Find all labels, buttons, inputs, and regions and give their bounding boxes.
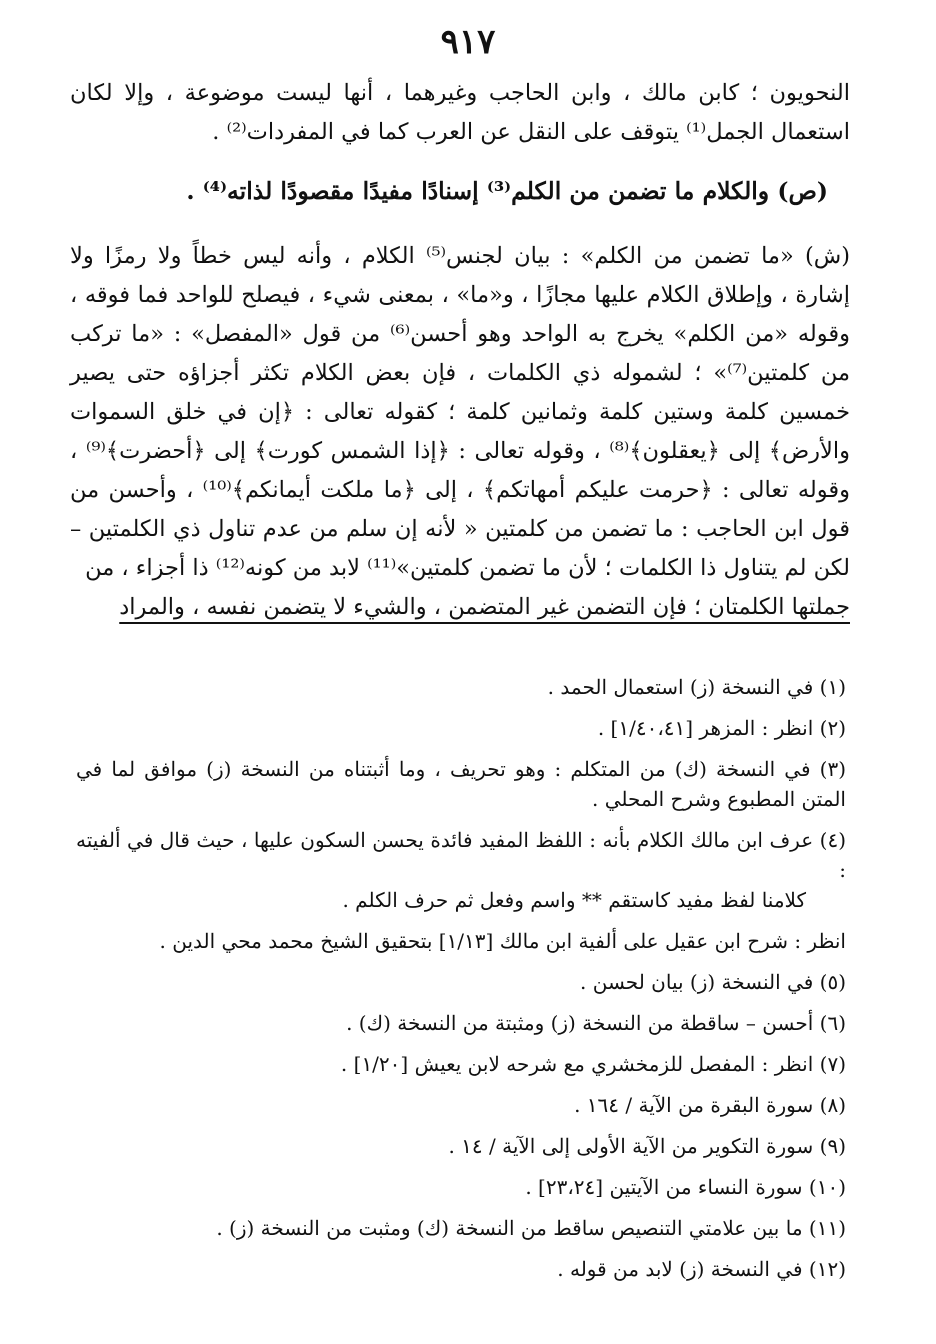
footnote-2: (٢) انظر : المزهر [١/٤٠،٤١] .: [597, 716, 846, 740]
footnote-8: (٨) سورة البقرة من الآية / ١٦٤ .: [574, 1093, 846, 1117]
main-text-block: [70, 74, 850, 627]
matn-headline: (ص) والكلام ما تضمن من الكلم⁽³⁾ إسنادًا مفيدًا مقصودًا لذاته⁽⁴⁾ .: [186, 177, 828, 205]
footnote-9: (٩) سورة التكوير من الآية الأولى إلى الآية / ١٤ .: [448, 1134, 846, 1158]
footnote-6: (٦) أحسن – ساقطة من النسخة (ز) ومثبتة من النسخة (ك) .: [346, 1011, 846, 1035]
footnote-12: (١٢) في النسخة (ز) لابد من قوله .: [557, 1257, 846, 1281]
footnote-1: (١) في النسخة (ز) استعمال الحمد .: [547, 675, 846, 699]
commentary-last-line: جملتها الكلمتان ؛ فإن التضمن غير المتضمن ، والشيء لا يتضمن نفسه ، والمراد: [119, 594, 850, 620]
footnote-4-reference: انظر : شرح ابن عقيل على ألفية ابن مالك [١/١٣] بتحقيق الشيخ محمد محي الدين .: [159, 929, 846, 953]
footnotes-section: [76, 672, 846, 1295]
footnote-11: (١١) ما بين علامتي التنصيص ساقط من النسخة (ك) ومثبت من النسخة (ز) .: [216, 1216, 846, 1240]
footnote-7: (٧) انظر : المفصل للزمخشري مع شرحه لابن يعيش [١/٢٠] .: [340, 1052, 846, 1076]
commentary-paragraph: (ش) «ما تضمن من الكلم» : بيان لجنس⁽⁵⁾ الكلام ، وأنه ليس خطاً ولا رمزًا ولا إشارة ، وإطلاق الكلام عليها مجازًا ، و«ما» ، بمعنى شيء ، فيصلح للواحد فما فوقه ، وقوله «من الكلم» يخرج به الواحد وهو أحسن⁽⁶⁾ من قول «المفصل» : «ما تركب من كلمتين⁽⁷⁾» ؛ لشموله ذي الكلمات ، فإن بعض الكلام تكثر أجزاؤه حتى يصير خمسين كلمة وستين كلمة وثمانين كلمة ؛ كقوله تعالى : ﴿إن في خلق السموات والأرض﴾ إلى ﴿يعقلون﴾⁽⁸⁾ ، وقوله تعالى : ﴿إذا الشمس كورت﴾ إلى ﴿أحضرت﴾⁽⁹⁾ ، وقوله تعالى : ﴿حرمت عليكم أمهاتكم﴾ ، إلى ﴿ما ملكت أيمانكم﴾⁽¹⁰⁾ ، وأحسن من قول ابن الحاجب : ما تضمن من كلمتين « لأنه إن سلم من عدم تناول ذي الكلمتين – لكن لم يتناول ذا الكلمات ؛ لأن ما تضمن كلمتين»⁽¹¹⁾ لابد من كونه⁽¹²⁾ ذا أجزاء ، من: [70, 243, 851, 581]
footnote-4-text: (٤) عرف ابن مالك الكلام بأنه : اللفظ المفيد فائدة يحسن السكون عليها ، حيث قال في ألفيته :: [76, 828, 846, 882]
footnote-5: (٥) في النسخة (ز) بيان لحسن .: [580, 970, 846, 994]
footnote-4-verse: كلامنا لفظ مفيد كاستقم ** واسم وفعل ثم حرف الكلم .: [342, 888, 806, 912]
page-number: ٩١٧: [440, 22, 496, 62]
footnote-10: (١٠) سورة النساء من الآيتين [٢٣،٢٤] .: [525, 1175, 846, 1199]
opening-paragraph: النحويون ؛ كابن مالك ، وابن الحاجب وغيرهما ، أنها ليست موضوعة ، وإلا لكان استعمال الجمل⁽¹⁾ يتوقف على النقل عن العرب كما في المفردات⁽²⁾ .: [70, 80, 850, 145]
footnote-4: [76, 825, 846, 915]
footnote-3: (٣) في النسخة (ك) من المتكلم : وهو تحريف ، وما أثبتناه من النسخة (ز) موافق لما في المتن المطبوع وشرح المحلي .: [76, 757, 846, 811]
